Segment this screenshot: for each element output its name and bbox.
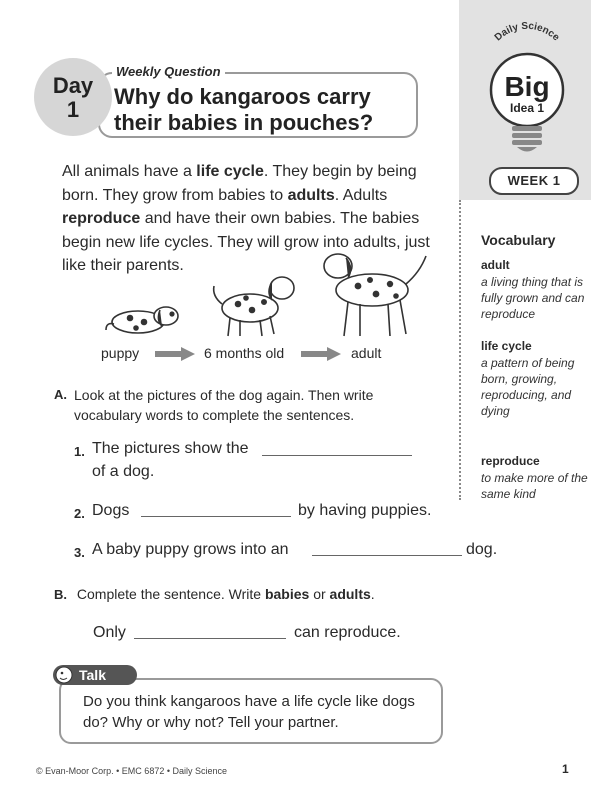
vocab-def-adult: a living thing that is fully grown and can reproduce xyxy=(481,275,585,321)
big-idea-lightbulb-icon xyxy=(470,18,582,168)
option-babies: babies xyxy=(264,586,310,602)
arrow-right-icon xyxy=(301,347,341,361)
section-b-answer-blank[interactable] xyxy=(134,638,286,639)
vocabulary-title: Vocabulary xyxy=(481,232,556,248)
stage-label-adult: adult xyxy=(351,345,382,361)
section-a-text: Look at the pictures of the dog again. Then write vocabulary words to complete the sentences. xyxy=(74,387,374,423)
section-a-instructions xyxy=(54,385,434,425)
week-badge: WEEK 1 xyxy=(489,167,579,195)
stage-label-6-months: 6 months old xyxy=(204,345,285,361)
big-label: Big xyxy=(504,71,550,102)
keyword-adults: adults xyxy=(287,186,335,204)
dog-life-cycle-illustration xyxy=(100,252,440,342)
item-1-number: 1. xyxy=(74,444,85,459)
young-dog-illustration xyxy=(214,277,294,336)
sidebar-divider xyxy=(459,200,461,500)
talking-head-icon xyxy=(55,666,75,684)
vocab-word-life-cycle: life cycle xyxy=(481,339,532,353)
option-adults: adults xyxy=(329,586,371,602)
idea-label: Idea 1 xyxy=(509,101,545,115)
stage-label-puppy: puppy xyxy=(101,345,140,361)
item-1-after: of a dog. xyxy=(92,463,155,480)
section-b-after: can reproduce. xyxy=(294,624,401,641)
talk-label: Talk xyxy=(79,667,106,683)
section-a-letter: A. xyxy=(54,387,67,402)
item-3-answer-blank[interactable] xyxy=(312,555,462,556)
svg-text:Daily Science xyxy=(493,21,562,44)
vocab-def-life-cycle: a pattern of being born, growing, reproducing, and dying xyxy=(481,356,575,418)
intro-paragraph: All animals have a life cycle. They begin by being born. They grow from babies to adults. Adults reproduce and have their own babies. The babies begin new life cycles. They will grow into adults, just like their parents. xyxy=(62,163,430,274)
talk-prompt: Do you think kangaroos have a life cycle like dogs do? Why or why not? Tell your partner. xyxy=(83,693,415,731)
series-label: Daily Science xyxy=(492,20,562,44)
vocab-word-adult: adult xyxy=(481,258,510,272)
arrow-right-icon xyxy=(155,347,195,361)
section-b-letter: B. xyxy=(54,587,67,602)
item-2-number: 2. xyxy=(74,506,85,521)
item-2-after: by having puppies. xyxy=(298,502,432,519)
item-1-before: The pictures show the xyxy=(92,440,249,457)
weekly-question: Why do kangaroos carry their babies in pouches? xyxy=(114,84,374,135)
keyword-reproduce: reproduce xyxy=(62,210,141,227)
item-2-answer-blank[interactable] xyxy=(141,516,291,517)
day-number: 1 xyxy=(66,97,80,122)
item-2-before: Dogs xyxy=(92,502,130,519)
item-3-after: dog. xyxy=(466,541,498,558)
keyword-life-cycle: life cycle xyxy=(196,163,264,180)
section-b-before: Only xyxy=(93,624,126,641)
day-badge xyxy=(34,58,112,136)
page-number: 1 xyxy=(562,762,569,776)
weekly-question-label: Weekly Question xyxy=(112,64,225,79)
item-1-answer-blank[interactable] xyxy=(262,455,412,456)
vocab-word-reproduce: reproduce xyxy=(481,454,540,468)
vocab-def-reproduce: to make more of the same kind xyxy=(481,471,588,501)
adult-dog-illustration xyxy=(324,254,426,336)
section-b-instructions: B. Complete the sentence. Write babies or adults. xyxy=(54,586,375,602)
puppy-illustration xyxy=(106,307,178,333)
item-3-before: A baby puppy grows into an xyxy=(92,541,289,558)
item-3-number: 3. xyxy=(74,545,85,560)
footer-credit: © Evan-Moor Corp. • EMC 6872 • Daily Science xyxy=(36,766,228,776)
day-label: Day xyxy=(52,73,94,98)
talk-tag xyxy=(53,665,137,685)
